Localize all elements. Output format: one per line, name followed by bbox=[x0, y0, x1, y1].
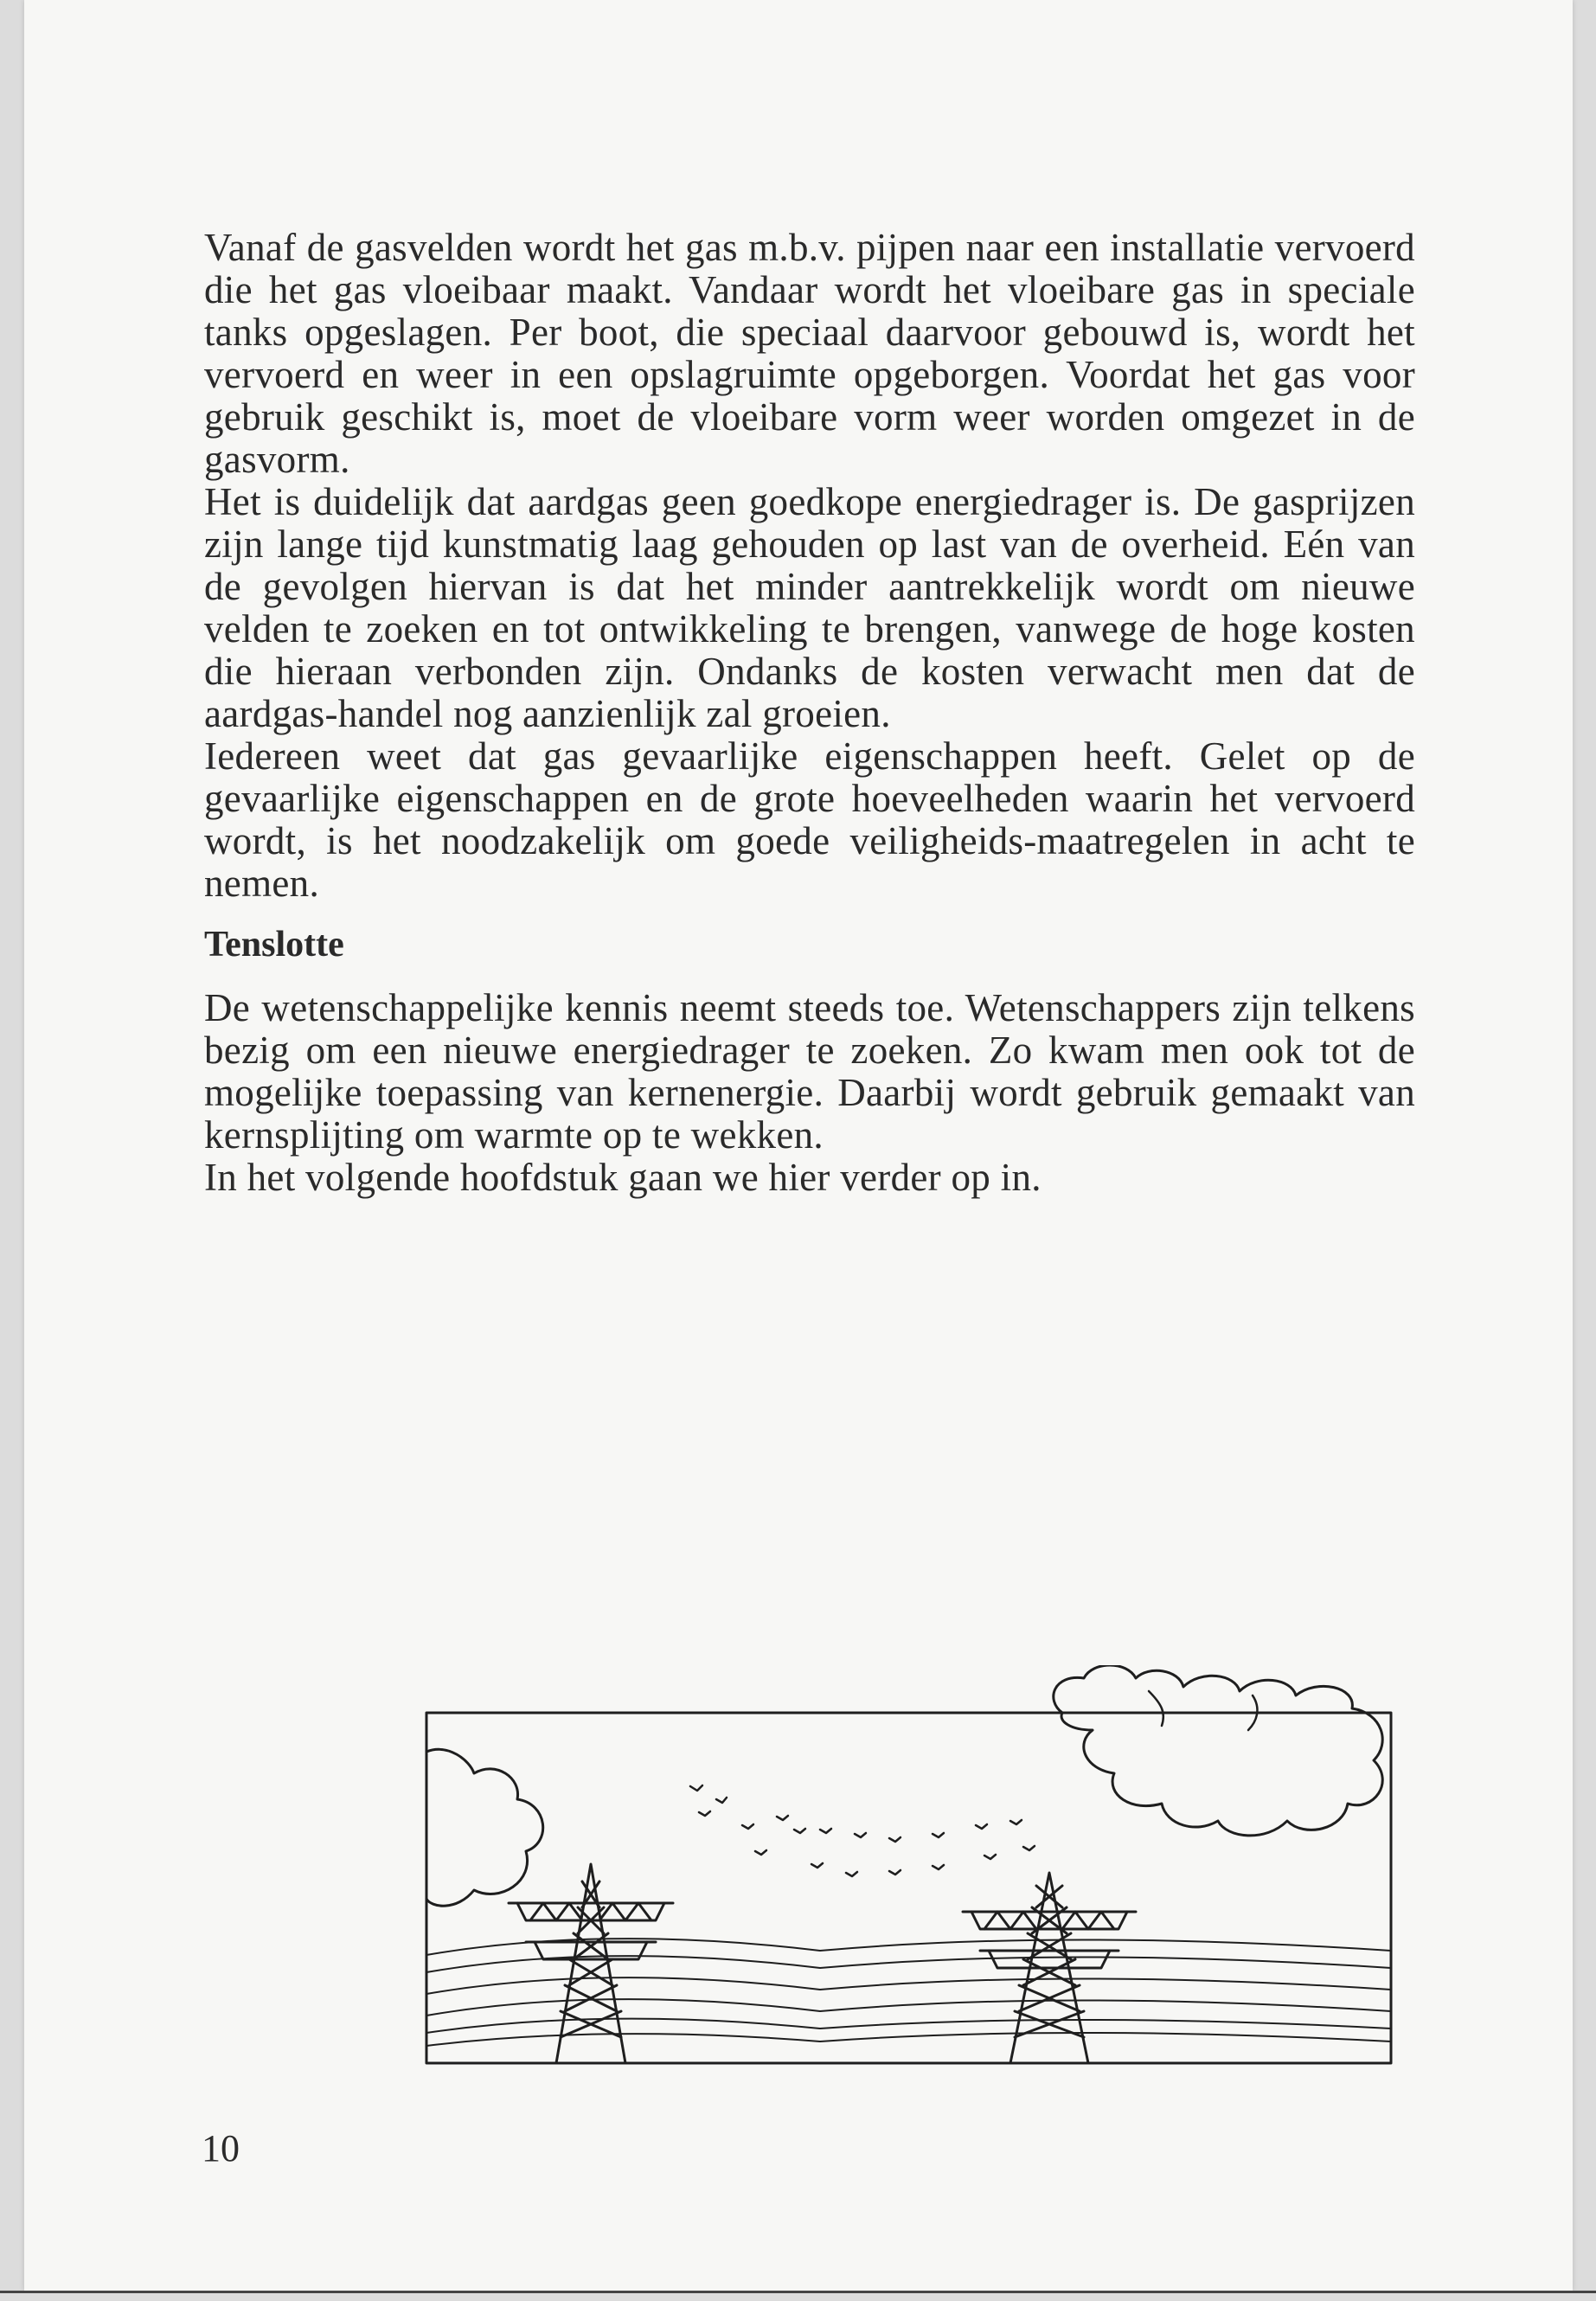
paragraph-gas-safety: Iedereen weet dat gas gevaarlijke eigenschappen heeft. Gelet op de gevaarlijke eigenschappen en de grote hoeveelheden waarin het vervoerd wordt, is het noodzakelijk om goede veiligheids-maatregelen in acht te nemen. bbox=[204, 734, 1415, 905]
paragraph-science: De wetenschappelijke kennis neemt steeds toe. Wetenschappers zijn telkens bezig om een nieuwe energiedrager te zoeken. Zo kwam men ook tot de mogelijke toepassing van kernenergie. Daarbij wordt gebruik gemaakt van kernsplijting om warmte op te wekken. bbox=[204, 986, 1415, 1157]
scan-bottom-edge bbox=[0, 2291, 1596, 2301]
section-heading: Tenslotte bbox=[204, 925, 344, 965]
paragraph-gas-prices: Het is duidelijk dat aardgas geen goedkope energiedrager is. De gasprijzen zijn lange tijd kunstmatig laag gehouden op last van de overheid. Eén van de gevolgen hiervan is dat het minder aantrekkelijk wordt om nieuwe velden te zoeken en tot ontwikkeling te brengen, vanwege de hoge kosten die hieraan verbonden zijn. Ondanks de kosten verwacht men dat de aardgas-handel nog aanzienlijk zal groeien. bbox=[204, 480, 1415, 735]
text-block bbox=[204, 227, 1415, 1199]
right-cloud-icon bbox=[1054, 1665, 1382, 1836]
power-lines-birds-clouds-icon bbox=[388, 1665, 1417, 2080]
birds-icon bbox=[690, 1785, 1035, 1876]
paragraph-next-chapter: In het volgende hoofdstuk gaan we hier verder op in. bbox=[204, 1156, 1042, 1199]
book-page bbox=[24, 0, 1573, 2291]
power-lines-icon bbox=[426, 1939, 1391, 2046]
paragraph-lng-transport: Vanaf de gasvelden wordt het gas m.b.v. pijpen naar een installatie vervoerd die het gas vloeibaar maakt. Vandaar wordt het vloeibare gas in speciale tanks opgeslagen. Per boot, die speciaal daarvoor gebouwd is, wordt het vervoerd en weer in een opslagruimte opgeborgen. Voordat het gas voor gebruik geschikt is, moet de vloeibare vorm weer worden omgezet in de gasvorm. bbox=[204, 226, 1415, 481]
left-cloud-icon bbox=[426, 1749, 543, 1906]
page-number: 10 bbox=[202, 2127, 240, 2170]
